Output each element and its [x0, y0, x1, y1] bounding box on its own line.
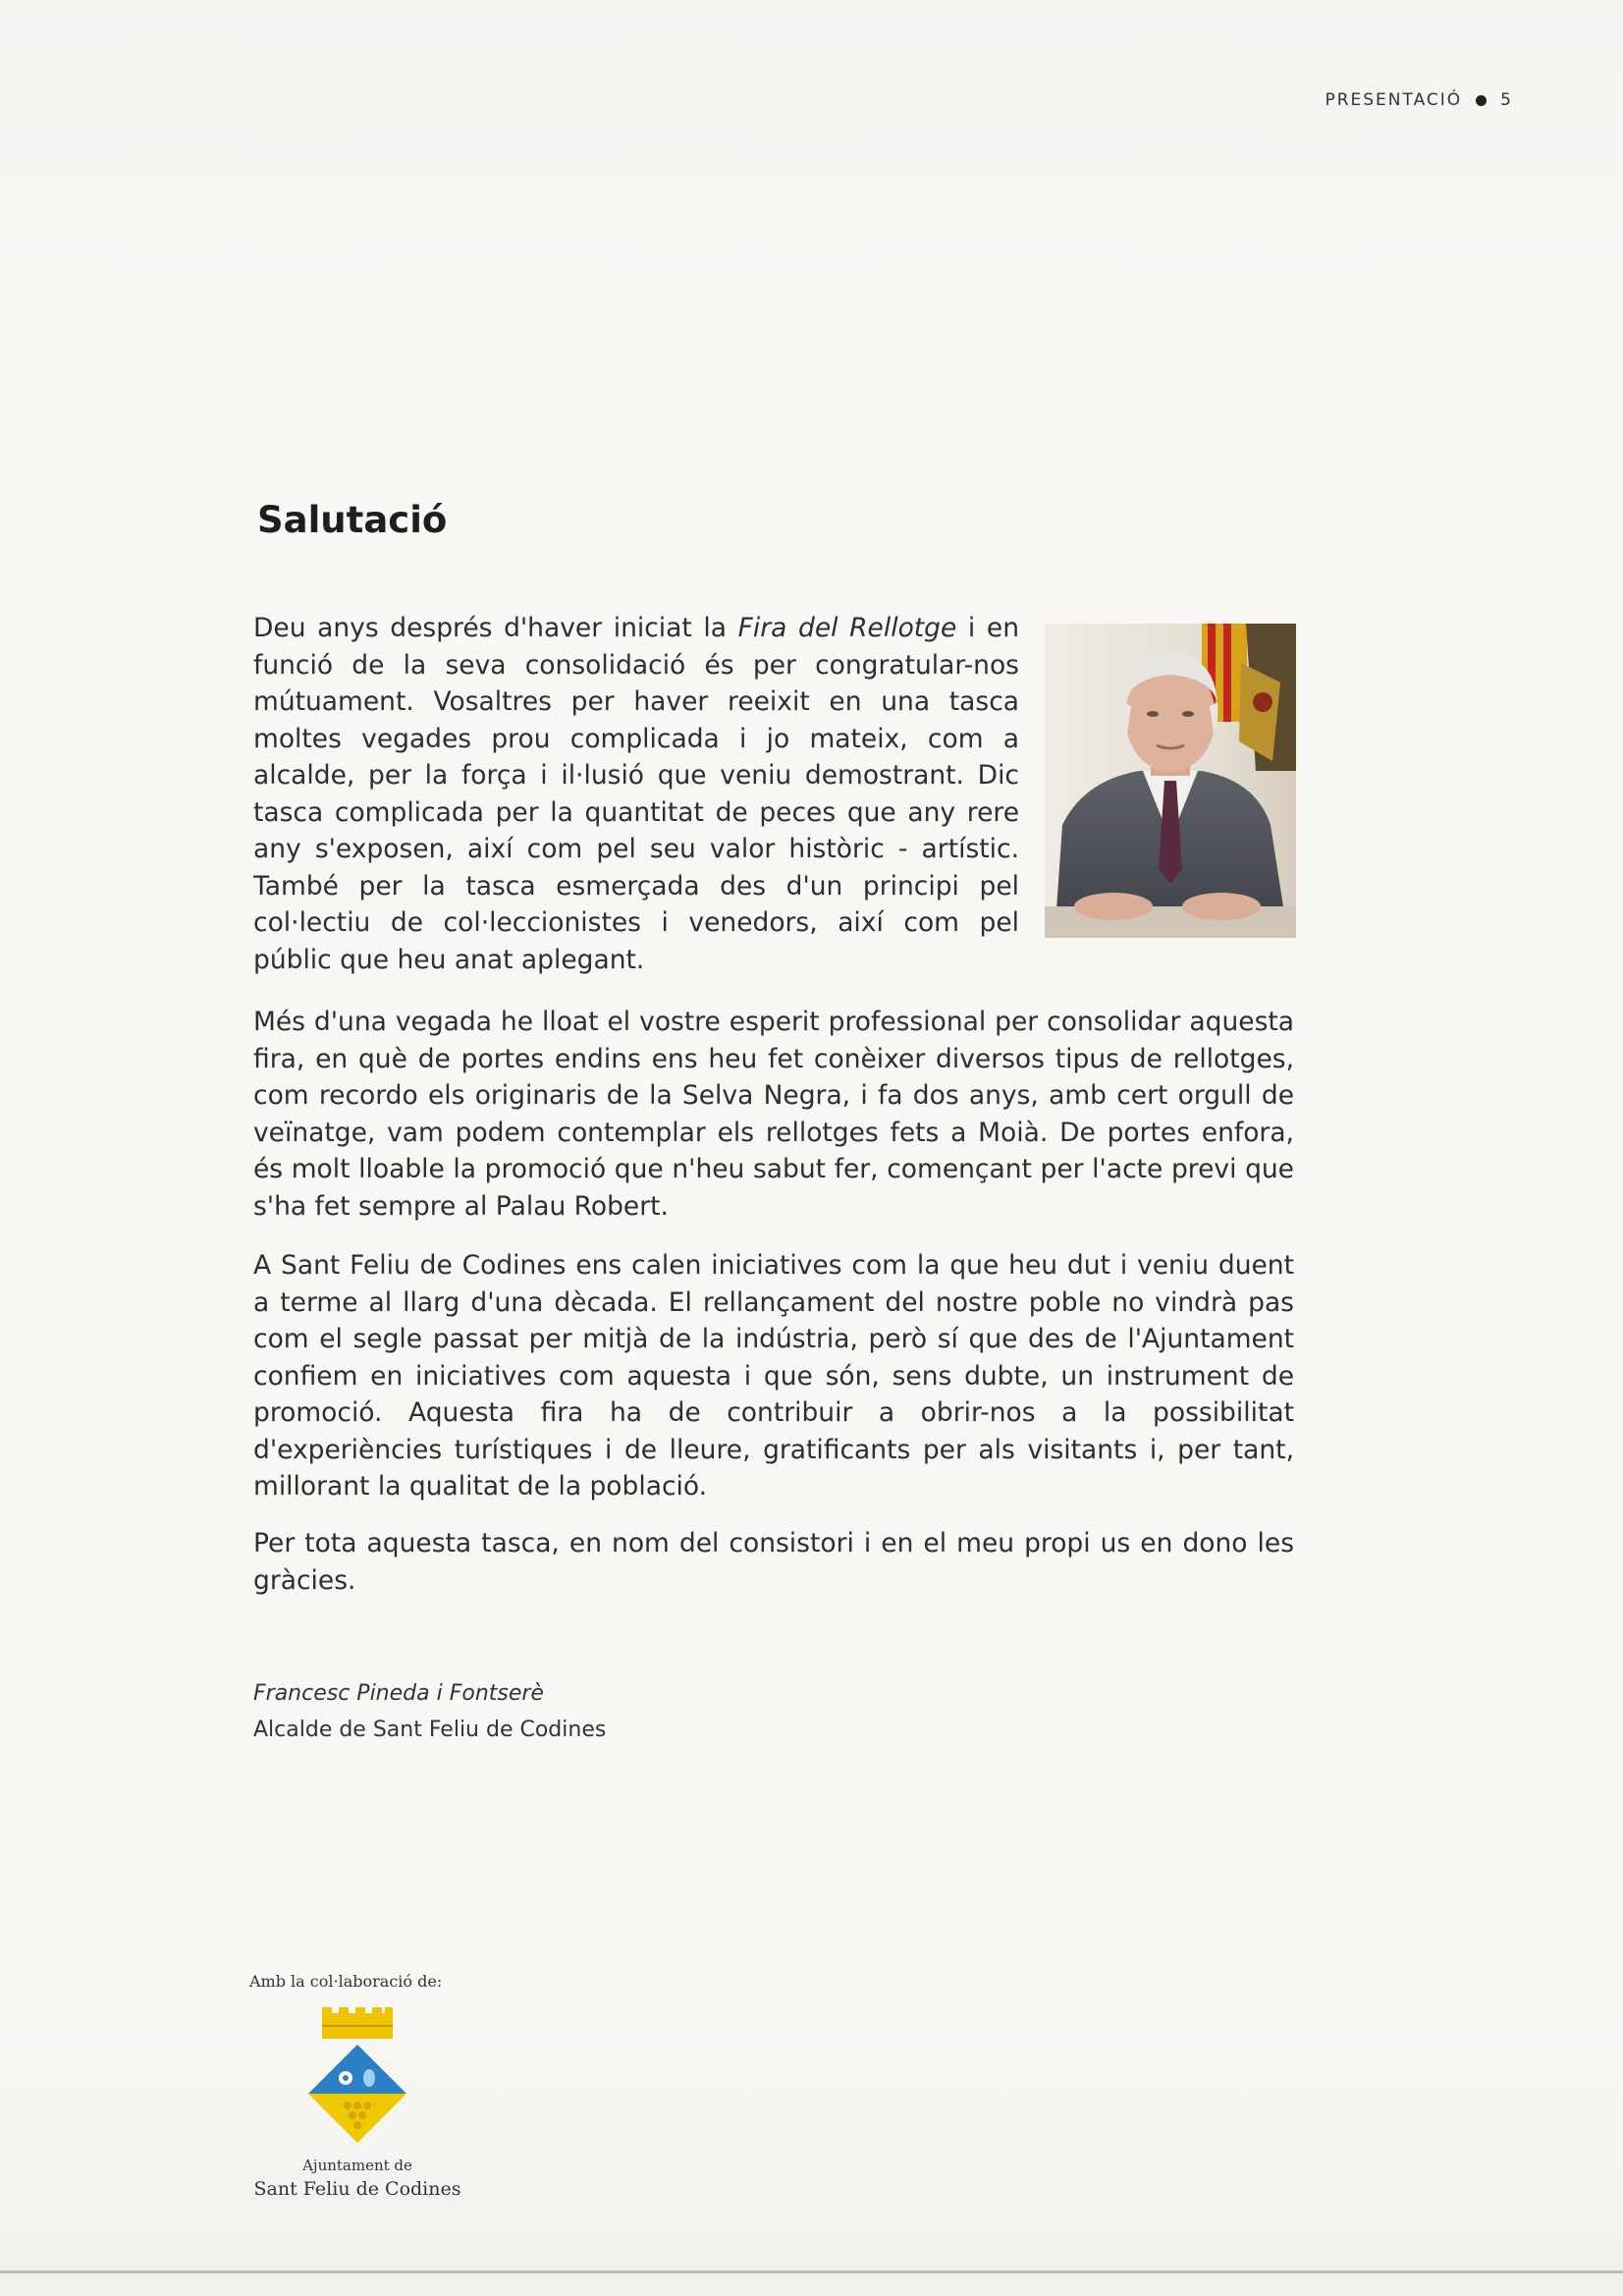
paragraph-3-text: A Sant Feliu de Codines ens calen iniciatives com la que heu dut i veniu duent a terme al llarg d'una dècada. El rellançament del nostre poble no vindrà pas com el segle passat per mitjà de la indústria, però sí que des de l'Ajuntament confiem en iniciatives com aquesta i que són, sens dubte, un instrument de promoció. Aquesta fira ha de contribuir a obrir-nos a la possibilitat d'experiències turístiques i de lleure, gratificants per als visitants i, per tant, millorant la qualitat de la població. [253, 1250, 1294, 1502]
municipal-coat-of-arms-icon [302, 2007, 412, 2155]
fair-name: Fira del Rellotge [737, 613, 957, 643]
section-label: PRESENTACIÓ [1325, 90, 1463, 110]
signature-role: Alcalde de Sant Feliu de Codines [253, 1718, 607, 1742]
bullet-icon [1476, 95, 1487, 106]
portrait-image [1045, 624, 1296, 938]
paragraph-3 [253, 1247, 1294, 1505]
paragraph-1-rest: i en funció de la seva consolidació és per congratular-nos mútuament. Vosaltres per haver reeixit en una tasca moltes vegades prou complicada i jo mateix, com a alcalde, per la força i il·lusió que veniu demostrant. Dic tasca complicada per la quantitat de peces que any rere any s'exposen, així com pel seu valor històric - artístic. També per la tasca esmerçada des d'un principi pel col·lectiu de col·leccionistes i venedors, així com pel públic que heu anat aplegant. [253, 613, 1020, 975]
paragraph-1 [253, 610, 1019, 978]
paragraph-2-text: Més d'una vegada he lloat el vostre esperit professional per consolidar aquesta fira, en què de portes endins ens heu fet conèixer diversos tipus de rellotges, com recordo els originaris de la Selva Negra, i fa dos anys, amb cert orgull de veïnatge, vam podem contemplar els rellotges fets a Moià. De portes enfora, és molt lloable la promoció que n'heu sabut fer, començant per l'acte previ que s'ha fet sempre al Palau Robert. [253, 1007, 1294, 1222]
paragraph-1-start: Deu anys després d'haver iniciat la [253, 613, 738, 643]
signature-name: Francesc Pineda i Fontserè [253, 1681, 544, 1706]
paragraph-4 [253, 1525, 1294, 1599]
org-name-line-2: Sant Feliu de Codines [253, 2178, 461, 2200]
mayor-portrait-photo [1045, 624, 1296, 938]
paragraph-2 [253, 1004, 1294, 1225]
page-title: Salutació [257, 499, 448, 541]
page-number: 5 [1500, 90, 1513, 110]
running-header [1325, 90, 1513, 110]
paragraph-4-text: Per tota aquesta tasca, en nom del consistori i en el meu propi us en dono les gràcies. [253, 1528, 1294, 1596]
org-name-line-1: Ajuntament de [302, 2157, 412, 2174]
collaboration-label: Amb la col·laboració de: [249, 1972, 443, 1991]
bottom-edge-rule [0, 2270, 1623, 2273]
